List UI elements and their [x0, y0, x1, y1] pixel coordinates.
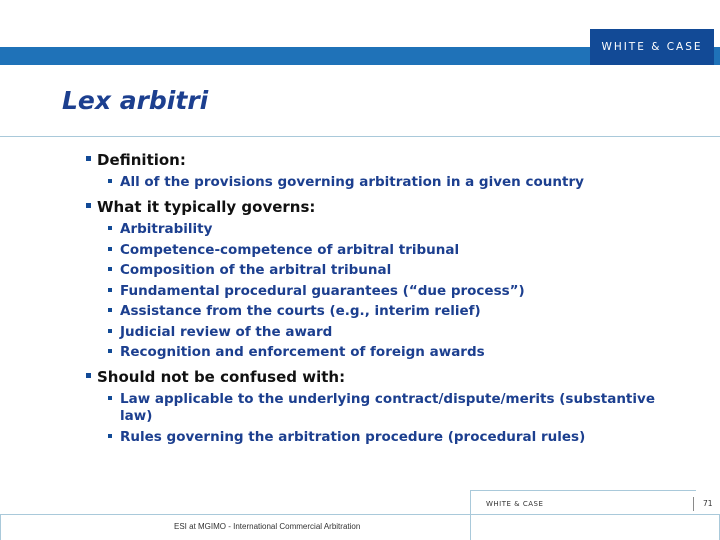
- list-item: [108, 174, 686, 191]
- section-list: [86, 391, 686, 446]
- square-bullet-icon: [108, 396, 112, 400]
- list-item-text: Law applicable to the underlying contract/dispute/merits (substantive law): [120, 391, 655, 424]
- square-bullet-icon: [108, 247, 112, 251]
- list-item: [108, 324, 686, 341]
- square-bullet-icon: [86, 156, 91, 161]
- square-bullet-icon: [108, 308, 112, 312]
- section-list: [86, 221, 686, 361]
- list-item-text: Competence-competence of arbitral tribunal: [120, 241, 460, 258]
- list-item: [108, 344, 686, 361]
- section-heading-text: Should not be confused with:: [97, 368, 346, 386]
- list-item: [108, 303, 686, 320]
- page-number: 71: [703, 499, 713, 508]
- square-bullet-icon: [108, 226, 112, 230]
- list-item: [108, 221, 686, 238]
- list-item: [108, 283, 686, 300]
- section-heading: [86, 150, 686, 171]
- list-item-text: Composition of the arbitral tribunal: [120, 262, 392, 278]
- brand-logo: [590, 29, 714, 65]
- section-heading: [86, 367, 686, 388]
- list-item-text: Rules governing the arbitration procedure (procedural rules): [120, 428, 586, 445]
- brand-logo-text: WHITE & CASE: [601, 41, 703, 53]
- list-item: [108, 262, 686, 279]
- section-heading-text: Definition:: [97, 151, 186, 169]
- title-divider: [0, 136, 720, 137]
- section-heading-text: What it typically governs:: [97, 198, 316, 216]
- slide-body: [86, 150, 686, 449]
- footer-source: ESI at MGIMO - International Commercial Arbitration: [174, 522, 361, 531]
- list-item-text: Judicial review of the award: [120, 323, 333, 340]
- list-item: [108, 391, 686, 425]
- section-heading: [86, 197, 686, 218]
- list-item-text: Recognition and enforcement of foreign awards: [120, 344, 485, 360]
- footer-firm: WHITE & CASE: [486, 500, 544, 508]
- square-bullet-icon: [108, 267, 112, 271]
- list-item-text: Fundamental procedural guarantees (“due process”): [120, 282, 525, 299]
- footer-strip-edge: [0, 514, 1, 540]
- square-bullet-icon: [108, 288, 112, 292]
- square-bullet-icon: [86, 203, 91, 208]
- square-bullet-icon: [108, 329, 112, 333]
- list-item-text: Assistance from the courts (e.g., interim relief): [120, 303, 481, 319]
- footer-divider: [693, 497, 694, 511]
- slide-title: Lex arbitri: [62, 86, 209, 115]
- list-item-text: All of the provisions governing arbitration in a given country: [120, 174, 584, 190]
- square-bullet-icon: [86, 373, 91, 378]
- list-item: [108, 242, 686, 259]
- square-bullet-icon: [108, 179, 112, 183]
- list-item: [108, 429, 686, 446]
- section-list: [86, 174, 686, 191]
- square-bullet-icon: [108, 434, 112, 438]
- square-bullet-icon: [108, 349, 112, 353]
- list-item-text: Arbitrability: [120, 221, 213, 237]
